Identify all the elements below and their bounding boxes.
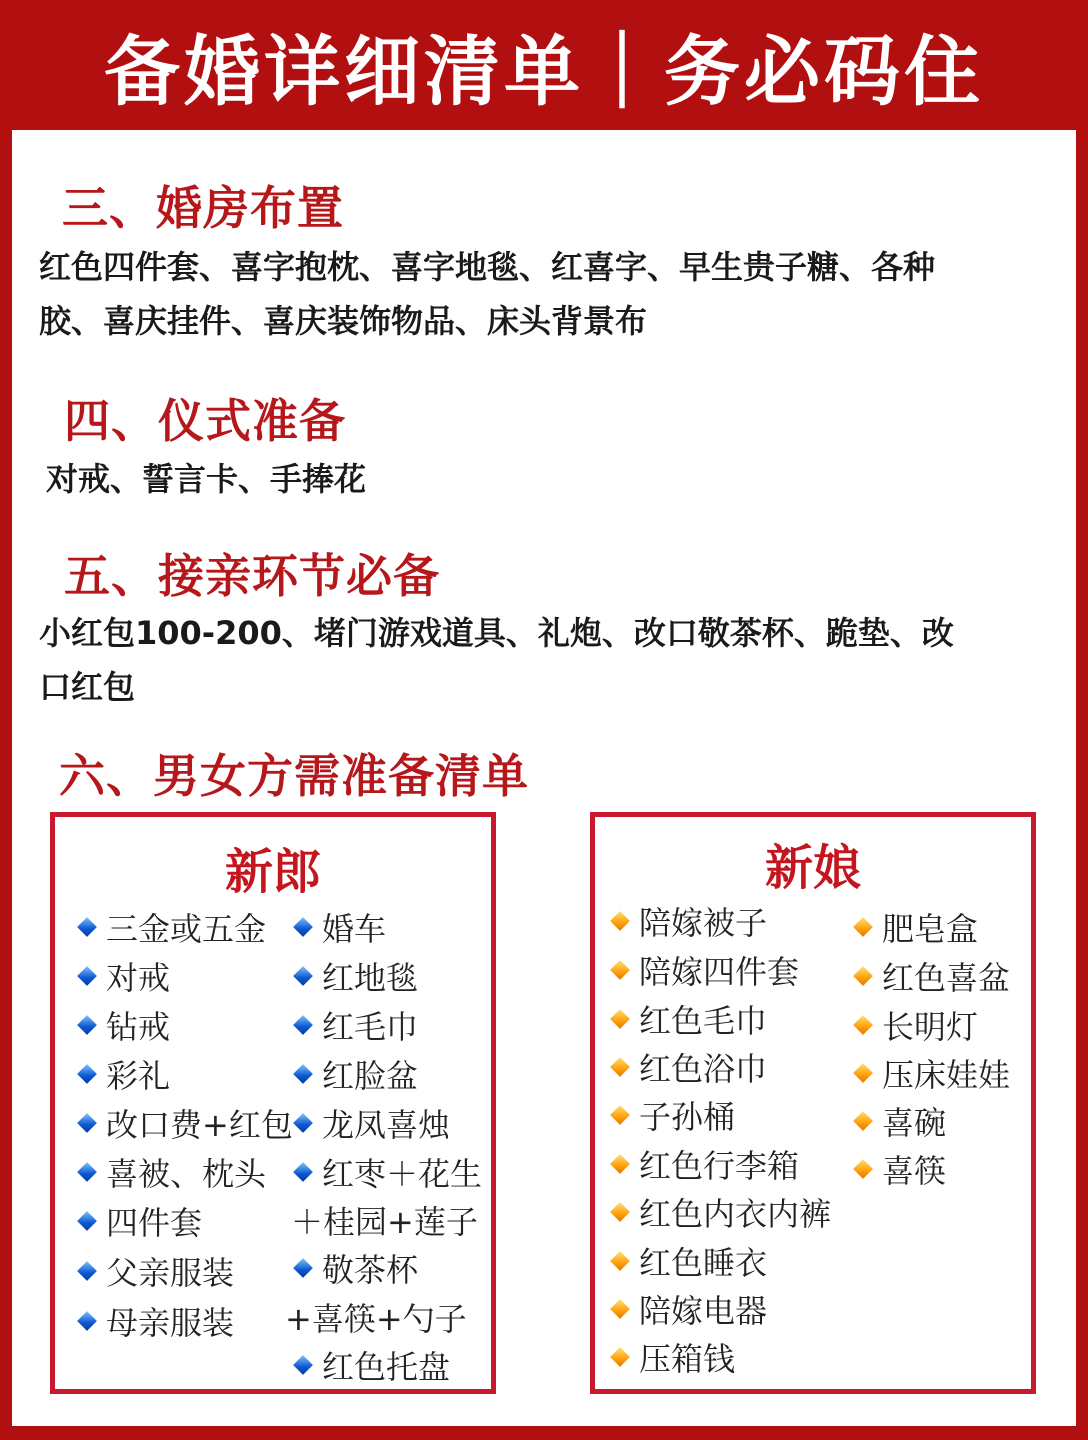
list-item: 母亲服装: [75, 1299, 234, 1343]
blue-diamond-icon: [293, 966, 313, 986]
list-item: 陪嫁电器: [608, 1287, 767, 1331]
page-header: [0, 0, 1088, 130]
list-item: 三金或五金: [75, 905, 266, 949]
list-item: 龙凤喜烛: [291, 1101, 450, 1145]
list-item: 四件套: [75, 1199, 202, 1243]
orange-diamond-icon: [610, 1347, 630, 1367]
orange-diamond-icon: [610, 1299, 630, 1319]
blue-diamond-icon: [77, 917, 97, 937]
blue-diamond-icon: [293, 1355, 313, 1375]
list-item: 陪嫁被子: [608, 899, 767, 943]
section-text-room-line2: 胶、喜庆挂件、喜庆装饰物品、床头背景布: [39, 302, 648, 340]
blue-diamond-icon: [77, 1311, 97, 1331]
orange-diamond-icon: [610, 1105, 630, 1125]
list-item: 子孙桶: [608, 1093, 735, 1137]
list-item: 红毛巾: [291, 1003, 418, 1047]
orange-diamond-icon: [610, 1202, 630, 1222]
blue-diamond-icon: [293, 1113, 313, 1133]
list-item: 红色喜盆: [851, 954, 1010, 998]
list-item: 红色托盘: [291, 1343, 450, 1387]
orange-diamond-icon: [610, 1057, 630, 1077]
list-item: 陪嫁四件套: [608, 948, 799, 992]
section-title-room: 三、婚房布置: [62, 181, 344, 235]
list-item: 钻戒: [75, 1003, 170, 1047]
list-item: 喜筷: [851, 1147, 946, 1191]
orange-diamond-icon: [853, 1063, 873, 1083]
list-item: 敬茶杯: [291, 1246, 418, 1290]
groom-list-box: [50, 812, 496, 1394]
list-item: 对戒: [75, 954, 170, 998]
blue-diamond-icon: [77, 1211, 97, 1231]
list-item: 红色内衣内裤: [608, 1190, 831, 1234]
list-item: 喜碗: [851, 1099, 946, 1143]
orange-diamond-icon: [610, 960, 630, 980]
list-item: 红色毛巾: [608, 997, 767, 1041]
list-item-continuation: ＋桂园+莲子: [291, 1203, 478, 1241]
bride-title: 新娘: [764, 840, 861, 896]
list-item: 父亲服装: [75, 1249, 234, 1293]
content-panel: [12, 130, 1076, 1426]
list-item: 红枣＋花生: [291, 1150, 482, 1194]
orange-diamond-icon: [853, 1111, 873, 1131]
blue-diamond-icon: [77, 1113, 97, 1133]
orange-diamond-icon: [853, 917, 873, 937]
orange-diamond-icon: [610, 1009, 630, 1029]
blue-diamond-icon: [293, 917, 313, 937]
blue-diamond-icon: [77, 966, 97, 986]
section-text-ceremony: 对戒、誓言卡、手捧花: [46, 460, 367, 498]
orange-diamond-icon: [853, 966, 873, 986]
blue-diamond-icon: [293, 1162, 313, 1182]
list-item: 长明灯: [851, 1003, 978, 1047]
blue-diamond-icon: [293, 1064, 313, 1084]
orange-diamond-icon: [610, 911, 630, 931]
blue-diamond-icon: [77, 1261, 97, 1281]
blue-diamond-icon: [77, 1162, 97, 1182]
list-item: 红地毯: [291, 954, 418, 998]
list-item: 红脸盆: [291, 1052, 418, 1096]
list-item: 喜被、枕头: [75, 1150, 266, 1194]
orange-diamond-icon: [610, 1251, 630, 1271]
blue-diamond-icon: [293, 1015, 313, 1035]
bride-list-box: [590, 812, 1036, 1394]
list-item: 改口费+红包: [75, 1101, 293, 1145]
section-text-room-line1: 红色四件套、喜字抱枕、喜字地毯、红喜字、早生贵子糖、各种: [39, 248, 936, 286]
orange-diamond-icon: [853, 1159, 873, 1179]
section-title-lists: 六、男女方需准备清单: [59, 749, 529, 803]
blue-diamond-icon: [77, 1064, 97, 1084]
list-item: 彩礼: [75, 1052, 170, 1096]
section-title-ceremony: 四、仪式准备: [64, 394, 346, 448]
blue-diamond-icon: [77, 1015, 97, 1035]
section-text-pickup-line1: 小红包100-200、堵门游戏道具、礼炮、改口敬茶杯、跪垫、改: [39, 614, 954, 652]
list-item: 压床娃娃: [851, 1051, 1010, 1095]
list-item: 肥皂盒: [851, 905, 978, 949]
groom-title: 新郎: [224, 844, 321, 900]
orange-diamond-icon: [853, 1015, 873, 1035]
list-item-continuation: +喜筷+勺子: [285, 1300, 467, 1338]
list-item: 红色行李箱: [608, 1142, 799, 1186]
list-item: 红色浴巾: [608, 1045, 767, 1089]
orange-diamond-icon: [610, 1154, 630, 1174]
header-title: 备婚详细清单｜务必码住: [104, 26, 984, 116]
blue-diamond-icon: [293, 1258, 313, 1278]
section-text-pickup-line2: 口红包: [39, 668, 136, 706]
section-title-pickup: 五、接亲环节必备: [64, 549, 440, 603]
list-item: 红色睡衣: [608, 1239, 767, 1283]
list-item: 婚车: [291, 905, 386, 949]
list-item: 压箱钱: [608, 1335, 735, 1379]
